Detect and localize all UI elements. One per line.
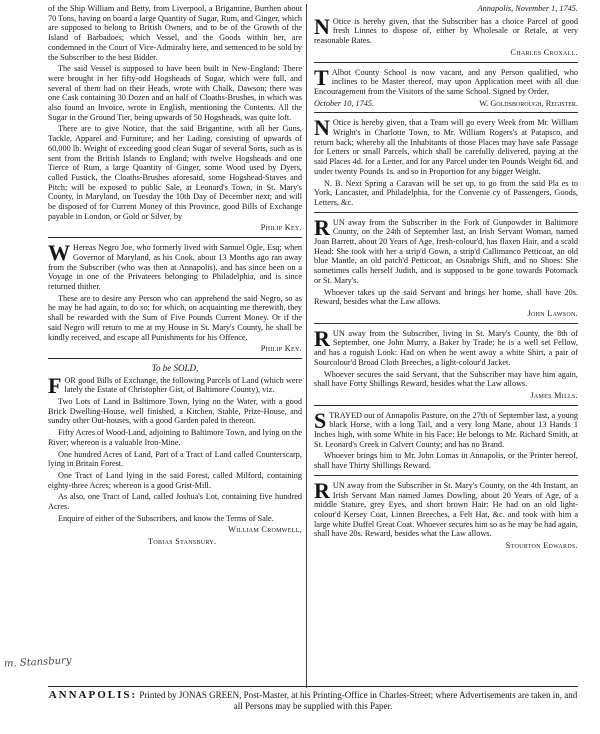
signature-lawson: John Lawson. xyxy=(527,308,578,318)
signature-philip-key-1: Philip Key. xyxy=(260,223,302,233)
divider xyxy=(314,405,578,406)
imprint-lead: ANNAPOLIS: xyxy=(48,689,138,701)
dropcap-f: F xyxy=(48,372,62,398)
signature-cromwell: William Cromwell, xyxy=(228,525,302,535)
runaway-joe-notice: W Hereas Negro Joe, who formerly lived with Samuel Ogle, Esq; when Governor of Maryland, as his Cook, about 13 Months ago ran away from the Subscriber (who was then at Annapolis), and has since been on a Voyage in one of the Privateers belonging to Philadelphia, and is since returned thither. xyxy=(48,240,302,291)
land-lot-5: As also, one Tract of Land, called Joshua's Lot, containing five hundred Acres. xyxy=(48,492,302,512)
barrett-reward: Whoever takes up the said Servant and brings her home, shall have 20s. Reward, besides what the Law allows. xyxy=(314,287,578,307)
caravan-note: N. B. Next Spring a Caravan will be set up, to go from the said Pla es to York, Lancaster, and Philadelphia, for the Convenie cy of Passengers, Goods, Letters, &c. xyxy=(314,178,578,207)
signature-mills: James Mills. xyxy=(530,390,578,400)
imprint-text: Printed by JONAS GREEN, Post-Master, at his Printing-Office in Charles-Street; where Advertisements are taken in, and all Persons may be supplied with this Paper. xyxy=(139,690,578,711)
divider xyxy=(48,237,302,238)
right-column xyxy=(314,4,578,553)
strayed-horse: STRAYED out of Annapolis Pasture, on the 27th of September last, a young black Horse, with a long Tail, and a very long Mane, about 13 Hands 1 Inches high, with some White in his Face: He belongs to Mr. Richard Smith, at St. Leonard's Creek in Calvert County; and has no Brand. xyxy=(314,407,578,449)
dropcap-w: W xyxy=(48,240,70,266)
murry-reward: Whoever secures the said Servant, that the Subscriber may have him again, shall have Forty Shillings Reward, besides what the Law allows. xyxy=(314,369,578,389)
divider xyxy=(314,323,578,324)
divider xyxy=(48,358,302,359)
divider xyxy=(314,475,578,476)
dropcap-r2: R xyxy=(314,325,330,351)
sale-notice: There are to give Notice, that the said Brigantine, with all her Guns, Tackle, Apparel and Furniture; and her Lading, consisting of upwards of 60,000 lb. Weight of exceeding good clean Sugar of several Sorts, such as is sent from the British Islands to England; with twelve Hogsheads and one Tierce of Rum, a large Quantity of Ginger, some Wood used by Dyers, called Fustick, the Cloaths-Brushes aforesaid, some Hogshead-Staves and Pitch; will be exposed to public Sale, at Leonard's Town, in St. Mary's County, in Maryland, on Tuesday the 10th Day of December next; and will be disposed of for Current Money of this Province, good Bills of Exchange payable in London, or Gold or Silver, by xyxy=(48,124,302,221)
signature-philip-key-2: Philip Key. xyxy=(260,344,302,354)
linnen-notice: N Otice is hereby given, that the Subscriber has a choice Parcel of good fresh Linnes to dispose of, either by Wholesale or Retale, at very reasonable Rates. xyxy=(314,13,578,46)
school-notice: T Albot County School is now vacant, and any Person qualified, who inclines to be Master thereof, may upon Application meet with all due Encouragement from the Visitors of the same School. Signed by Order, xyxy=(314,64,578,96)
land-lot-3: One hundred Acres of Land, Part of a Tract of Land called Counterscarp, lying in Britain Forest. xyxy=(48,449,302,469)
dropcap-r: R xyxy=(314,214,330,240)
to-be-sold-heading: To be SOLD, xyxy=(151,362,199,373)
divider xyxy=(314,112,578,113)
land-lot-4: One Tract of Land lying in the said Forest, called Milford, containing eighty-three Acres; whereon is a good Grist-Mill. xyxy=(48,470,302,490)
reward-notice: These are to desire any Person who can apprehend the said Negro, so as he may be had again, to do so; for which, on acquainting me therewith, they shall be rewarded with the Sum of Five Pounds Current Money. Or if the said Negro will return to me at my House in St. Mary's County, he shall be kindly received, and escape all Punishments for his Offence. xyxy=(48,293,302,342)
dropcap-t: T xyxy=(314,64,329,90)
divider xyxy=(314,212,578,213)
vessel-description: The said Vessel is supposed to have been built in New-England: There were brought in her fifty-odd Hogsheads of Sugar, which were full, and several of them had on their Heads, wrote with Chalk, Dawson; there was one Cask containing 30 Dozen and an half of Cloaths-Brushes, in which was also found an Invoice, wrote in English, mentioning the Contents. All the Sugar in the Ground Tier, being upwards of 50 Hogsheads, was quite loft. xyxy=(48,64,302,122)
dateline: Annapolis, November 1, 1745. xyxy=(477,4,578,13)
runaway-barrett: RUN away from the Subscriber in the Fork of Gunpowder in Baltimore County, on the 24th of September last, an Irish Servant Woman, named Joan Barrett, about 20 Years of Age, fresh-colour'd, has flaxen Hair, and a scald Head: She took with her a strip'd Gown, a strip'd Callimanco Petticoat, an old blue Mantle, an old patch'd Petticoat, an Osnabrigs Shift, and no Shoes: She sometimes calls herself Judith, and is supposed to be gone towards Potomack or St. Mary's. xyxy=(314,214,578,285)
dropcap-r3: R xyxy=(314,477,330,503)
horse-reward: Whoever brings him to Mr. John Lomas in Annapolis, or the Printer hereof, shall have Thirty Shillings Reward. xyxy=(314,451,578,471)
left-column xyxy=(48,4,302,549)
signature-croxall: Charles Croxall. xyxy=(510,47,578,57)
printer-imprint xyxy=(48,690,578,712)
team-notice: N Otice is hereby given, that a Team will go every Week from Mr. William Wright's in Charlotte Town, to Mr. William Rogers's at Patapsco, and return back; whereby all the Inhabitants of those Places may have safe Passage for Letters or small Parcels, which shall be carefully delivered, paying at the said Places 4d. for a Letter, and for any Parcel under ten Pounds Weight 6d. and under twenty Pounds 1s. and so in Proportion for any bigger Weight. xyxy=(314,115,578,176)
dropcap-n2: N xyxy=(314,115,330,141)
enquire-notice: Enquire of either of the Subscribers, and know the Terms of Sale. xyxy=(58,513,274,523)
signature-stansbury: Tobias Stansbury. xyxy=(148,537,217,547)
runaway-murry: RUN away from the Subscriber, living in St. Mary's County, the 8th of September, one John Murry, a Baker by Trade; he is a well set Fellow, and has a roguish Look: Had on when he went away a white Shirt, a pair of Sourcolour'd Broad Cloth Breeches, a light-colour'd Jacket. xyxy=(314,325,578,367)
signature-goldsborough: W. Goldsborough, Register. xyxy=(479,98,578,108)
divider xyxy=(314,62,578,63)
signature-edwards: Stourton Edwards. xyxy=(505,541,578,551)
school-signature-line xyxy=(314,99,578,109)
dropcap-n: N xyxy=(314,13,330,39)
ship-notice-text: of the Ship William and Betty, from Liverpool, a Brigantine, Burthen about 70 Tons, having on board a large Quantity of Sugar, Rum, and Ginger, which are supposed to belong to British Owners, and to be of the Growth of the Island of Barbadoes; which Vessel, and the Goods within her, are condemned in the Court of Vice-Admiralty here, and sentenced to be sold by the Subscriber to the best Bidder. xyxy=(48,4,302,62)
dropcap-s: S xyxy=(314,407,327,433)
school-date: October 10, 1745. xyxy=(314,98,375,108)
runaway-dowling: RUN away from the Subscriber in St. Mary's County, on the 4th Instant, an Irish Servant Man named James Dowling, about 20 Years of Age, of a middle Stature, grey Eyes, and short brown Hair: He had on an old light-colour'd Kersey Coat, Linnen Breeches, a Felt Hat, &c. and took with him a large white Duffel Great Coat. Whoever secures him so as he may be had again, shall have 20s. Reward, besides what the Law allows. xyxy=(314,477,578,539)
column-divider xyxy=(306,4,307,688)
land-lot-1: Two Lots of Land in Baltimore Town, lying on the Water, with a good Brick Dwelling-House, well finished, a Kitchen, Stable, Prize-House, and sundry other Out-houses, with a good Garden paled in thereon. xyxy=(48,397,302,426)
land-lot-2: Fifty Acres of Wood-Land, adjoining to Baltimore Town, and lying on the River; whereon is a valuable Iron-Mine. xyxy=(48,428,302,447)
footer-rule xyxy=(48,686,578,687)
handwritten-signature-mark: m. Stansbury xyxy=(3,655,72,670)
land-sale-intro: FOR good Bills of Exchange, the following Parcels of Land (which were lately the Estate of Christopher Gist, of Baltimore County), viz. xyxy=(48,372,302,398)
